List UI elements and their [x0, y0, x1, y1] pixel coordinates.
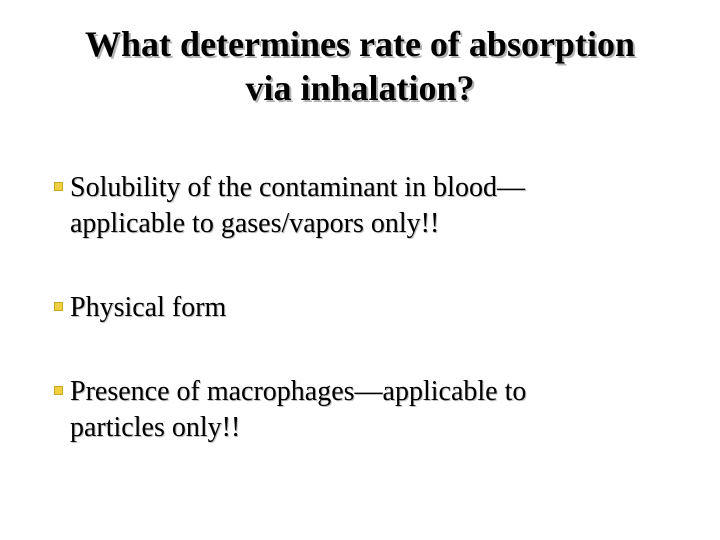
bullet-text: [70, 170, 670, 242]
slide-title: [20, 22, 700, 110]
bullet-line: Solubility of the contaminant in blood—: [70, 172, 525, 203]
title-line-1: What determines rate of absorption: [85, 24, 635, 64]
bullet-line: applicable to gases/vapors only!!: [70, 208, 440, 239]
square-bullet-icon: [54, 386, 63, 395]
bullet-line: Presence of macrophages—applicable to: [70, 376, 527, 407]
bullet-text: [70, 374, 670, 446]
title-line-2: via inhalation?: [245, 68, 475, 108]
bullet-text: [70, 290, 670, 326]
bullet-line: Physical form: [70, 292, 227, 323]
square-bullet-icon: [54, 182, 63, 191]
bullet-line: particles only!!: [70, 412, 241, 443]
square-bullet-icon: [54, 302, 63, 311]
